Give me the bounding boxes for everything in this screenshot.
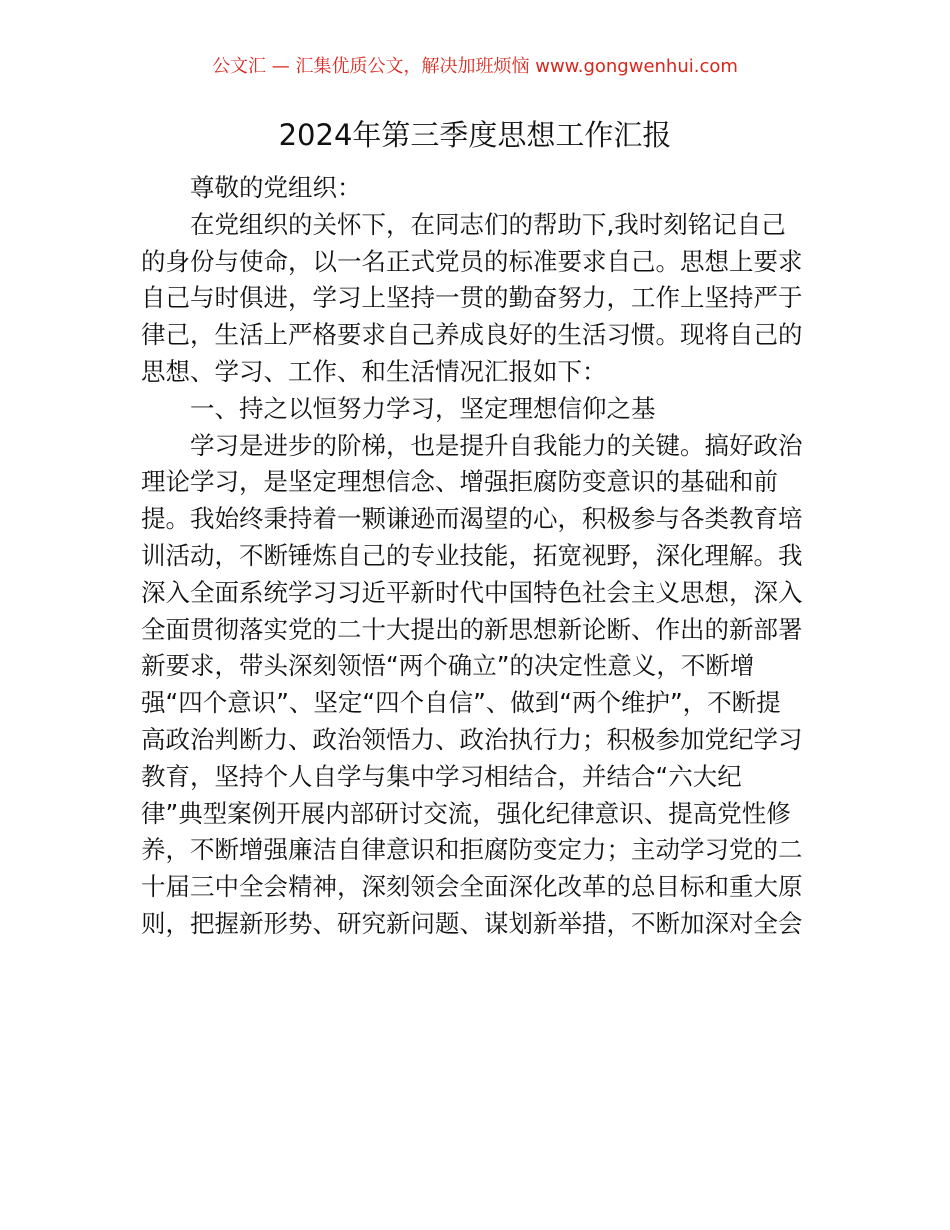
paragraph-line: 律己，生活上严格要求自己养成良好的生活习惯。现将自己的 (141, 320, 803, 350)
paragraph-line: 新要求，带头深刻领悟“两个确立”的决定性意义，不断增 (141, 651, 755, 681)
paragraph-line: 则，把握新形势、研究新问题、谋划新举措，不断加深对全会 (141, 908, 803, 938)
paragraph-line: 深入全面系统学习习近平新时代中国特色社会主义思想，深入 (141, 577, 803, 607)
paragraph-line: 提。我始终秉持着一颗谦逊而渴望的心，积极参与各类教育培 (141, 504, 803, 534)
paragraph-line: 强“四个意识”、坚定“四个自信”、做到“两个维护”，不断提 (141, 688, 781, 718)
paragraph-line: 自己与时俱进，学习上坚持一贯的勤奋努力，工作上坚持严于 (141, 283, 803, 313)
section-heading: 一、持之以恒努力学习，坚定理想信仰之基 (190, 393, 656, 423)
document-title: 2024年第三季度思想工作汇报 (278, 118, 672, 152)
paragraph-line: 律”典型案例开展内部研讨交流，强化纪律意识、提高党性修 (141, 798, 791, 828)
header-banner: 公文汇 — 汇集优质公文，解决加班烦恼 www.gongwenhui.com (212, 56, 738, 77)
paragraph-line: 理论学习，是坚定理想信念、增强拒腐防变意识的基础和前 (141, 467, 778, 497)
paragraph-line: 思想、学习、工作、和生活情况汇报如下： (141, 356, 607, 386)
paragraph-line: 养，不断增强廉洁自律意识和拒腐防变定力；主动学习党的二 (141, 835, 803, 865)
document-body (141, 170, 811, 943)
paragraph-line: 学习是进步的阶梯，也是提升自我能力的关键。搞好政治 (190, 430, 803, 460)
paragraph-line: 十届三中全会精神，深刻领会全面深化改革的总目标和重大原 (141, 872, 803, 902)
paragraph-line: 全面贯彻落实党的二十大提出的新思想新论断、作出的新部署 (141, 614, 803, 644)
paragraph-line: 教育，坚持个人自学与集中学习相结合，并结合“六大纪 (141, 761, 742, 791)
salutation: 尊敬的党组织： (190, 173, 362, 202)
paragraph-line: 高政治判断力、政治领悟力、政治执行力；积极参加党纪学习 (141, 724, 803, 754)
paragraph-line: 的身份与使命，以一名正式党员的标准要求自己。思想上要求 (141, 246, 803, 276)
paragraph-line: 在党组织的关怀下，在同志们的帮助下,我时刻铭记自己 (190, 209, 786, 239)
paragraph-line: 训活动，不断锤炼自己的专业技能，拓宽视野，深化理解。我 (141, 540, 803, 570)
